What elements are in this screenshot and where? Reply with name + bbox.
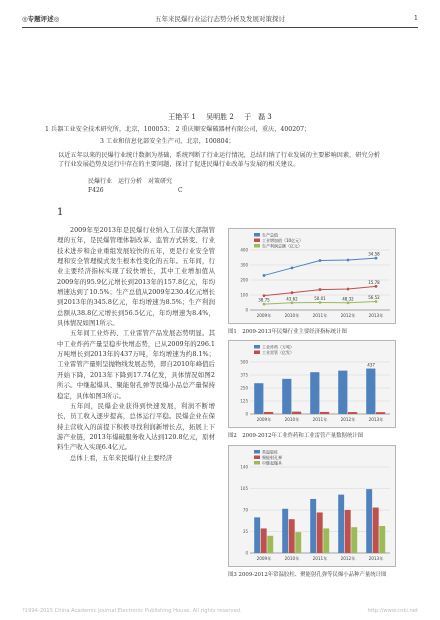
x-tick-label: 2010年	[284, 556, 300, 561]
legend-swatch	[254, 345, 260, 349]
y-tick-label: 200	[240, 277, 248, 283]
data-point	[291, 301, 294, 304]
affiliation-2: 3 工业和信息化部安全生产司，北京，100804；	[100, 138, 235, 145]
data-point	[263, 294, 266, 297]
legend-label: 生产总值	[262, 232, 278, 238]
page-footer	[22, 608, 418, 614]
x-tick-label: 2013年	[368, 313, 384, 318]
data-label: 34.58	[368, 251, 380, 257]
abstract: 以近五年以来的民爆行业统计数据为基础，系统判断了行业运行情况，总结归纳了行业发展的主要影响因素，研究分析了行业发展趋势及运行中存在的主要问题，探讨了促进民爆行业改革与发展的相关建议。	[58, 152, 380, 168]
bar	[348, 412, 357, 414]
page-header	[22, 14, 418, 26]
authors	[0, 112, 440, 122]
bar	[289, 519, 295, 553]
bar	[310, 372, 319, 414]
bar	[366, 489, 372, 553]
keywords: 民爆行业 运行分析 对策研究	[88, 178, 173, 185]
figure-1-line-chart	[228, 228, 396, 324]
chart-frame	[229, 229, 396, 324]
body-column	[57, 225, 215, 463]
legend-label: 聚能射孔弹	[262, 454, 282, 460]
x-tick-label: 2009年	[256, 313, 272, 318]
author-2: 吴明胜 2	[206, 113, 234, 121]
y-tick-label: 500	[240, 359, 248, 365]
legend-label: 工业雷管（亿发）	[262, 349, 294, 355]
data-point	[291, 267, 294, 270]
bar	[295, 532, 301, 553]
y-tick-label: 300	[240, 262, 248, 268]
bar	[351, 527, 357, 553]
bar	[254, 383, 263, 414]
y-tick-label: 100	[240, 292, 248, 298]
x-tick-label: 2013年	[368, 556, 384, 561]
y-tick-label: 250	[240, 385, 248, 391]
data-point	[263, 274, 266, 277]
bar	[373, 508, 379, 553]
author-3: 于 磊 3	[244, 113, 272, 121]
data-label: 56.52	[368, 295, 380, 301]
legend-label: 中继起爆具	[262, 460, 282, 466]
bar	[320, 412, 329, 414]
x-tick-label: 2009年	[256, 556, 272, 561]
data-label: 48.32	[342, 296, 354, 302]
legend-swatch	[254, 244, 260, 248]
x-tick-label: 2012年	[340, 417, 356, 422]
bar	[345, 510, 351, 553]
x-tick-label: 2013年	[368, 417, 384, 422]
section-tag: ◎专题评述◎	[22, 15, 60, 23]
figure-2-caption: 图2 2009-2012年工业炸药和工业雷管产量数据统计图	[228, 433, 364, 439]
section-number: 1	[57, 207, 64, 218]
paragraph-2: 五年间工业炸药、工业雷管产品发展态势明显。其中工业炸药产量呈稳步快增态势，已从2009年的296.1万吨增长到2013年的437万吨，年均增速为约8.1%；工业雷管产量则呈抛物线发展态势，即自2010年峰值后开始下降，2013年下降到17.74亿发，具体情况如图2所示。中继起爆具、聚能射孔弹等民爆小品总产量保持稳定，具体如图3所示。	[57, 329, 215, 400]
legend-label: 常温胶柱	[262, 449, 278, 455]
paragraph-4: 总体上看，五年来民爆行业主要经济	[70, 453, 173, 462]
legend-swatch	[254, 351, 260, 355]
legend-label: 工业增加值（10亿元）	[262, 237, 304, 243]
bar	[264, 412, 273, 414]
data-point	[347, 288, 350, 291]
data-point	[347, 301, 350, 304]
page-number: 1	[413, 14, 418, 22]
figure-2	[228, 340, 396, 439]
data-point	[291, 291, 294, 294]
y-tick-label: 0	[245, 550, 248, 556]
legend-swatch	[254, 239, 260, 243]
bar	[379, 526, 385, 553]
y-tick-label: 0	[245, 411, 248, 417]
figure-3-bar-chart	[228, 445, 396, 567]
copyright-notice: ?1994-2015 China Academic Journal Electronic Publishing House. All rights reserved.	[22, 608, 242, 614]
y-tick-label: 140	[240, 464, 248, 470]
y-tick-label: 35	[242, 529, 248, 534]
figure-1-caption: 图1 2009-2013年民爆行业主要经济指标统计图	[228, 329, 347, 335]
data-label: 15.78	[368, 279, 380, 285]
x-tick-label: 2012年	[340, 313, 356, 318]
data-point	[347, 259, 350, 262]
running-title: 五年来民爆行业运行态势分析及发展对策探讨	[155, 15, 285, 23]
classification-code: F426	[88, 187, 104, 194]
bar	[261, 528, 267, 553]
data-label: 50.01	[314, 296, 326, 301]
bar	[282, 379, 291, 414]
bar	[292, 412, 301, 414]
x-tick-label: 2009年	[256, 417, 272, 422]
y-tick-label: 0	[245, 307, 248, 313]
figure-1	[228, 228, 396, 335]
data-point	[263, 303, 266, 306]
figure-3-caption: 图3 2009-2012年常温胶柱、聚能射孔弹等民爆小品种产量统计图	[228, 572, 387, 578]
bar	[338, 495, 344, 553]
bar	[338, 371, 347, 414]
y-tick-label: 105	[240, 486, 248, 491]
legend-swatch	[254, 233, 260, 237]
y-tick-label: 375	[240, 372, 248, 378]
x-tick-label: 2011年	[312, 556, 328, 561]
legend-swatch	[254, 456, 260, 460]
data-label: 437	[367, 362, 375, 368]
x-tick-label: 2010年	[284, 417, 300, 422]
data-point	[319, 288, 322, 291]
legend-swatch	[254, 450, 260, 454]
figure-3	[228, 445, 396, 578]
data-label: 43.62	[286, 296, 298, 302]
header-rule	[22, 27, 418, 28]
legend-label: 生产利润总额（亿元）	[262, 243, 302, 249]
data-point	[375, 285, 378, 288]
y-tick-label: 125	[240, 398, 248, 404]
bar	[376, 412, 385, 414]
bar	[282, 509, 288, 553]
affiliation-1: 1 兵器工业安全技术研究所，北京，100053； 2 重庆顺安爆破器材有限公司，重庆，400207；	[45, 126, 311, 133]
data-point	[319, 301, 322, 304]
legend-label: 工业炸药（万吨）	[262, 344, 294, 350]
legend-swatch	[254, 461, 260, 465]
x-tick-label: 2012年	[340, 556, 356, 561]
bar	[366, 369, 375, 414]
bar	[323, 528, 329, 553]
data-point	[375, 300, 378, 303]
author-1: 王艳平 1	[168, 113, 196, 121]
y-tick-label: 400	[240, 247, 248, 253]
paragraph-1: 2009年至2013年是民爆行业纳入工信部大部制管理的五年，是民爆管理体制改革、监管方式转变、行业技术进步和企业重组发展较快的五年，更是行业安全管理和安全管理模式发生根本性变化的五年。五年间，行业主要经济指标实现了较快增长，其中工业增加值从2009年的95.9亿元增长到2013年的157.8亿元，年均增速达到了10.5%；生产总值从2009年230.4亿元增长到2013年的345.8亿元，年均增速为8.5%；生产利润总额从38.8亿元增长到56.5亿元，年均增速为8.4%，具体情况如图1所示。	[57, 226, 215, 328]
bar	[254, 517, 260, 553]
document-code: C	[178, 187, 183, 194]
bar	[317, 512, 323, 553]
figure-2-bar-chart	[228, 340, 396, 428]
data-point	[319, 259, 322, 262]
x-tick-label: 2011年	[312, 313, 328, 318]
bar	[267, 536, 273, 553]
data-point	[375, 257, 378, 260]
footer-url: http://www.cnki.net	[367, 608, 418, 614]
x-tick-label: 2011年	[312, 417, 328, 422]
bar	[310, 499, 316, 553]
y-tick-label: 70	[242, 507, 248, 513]
data-label: 38.75	[258, 297, 270, 303]
paragraph-3: 五年间，民爆企业获得到快速发展，利润不断增长，员工收入逐步提高，总体运行平稳。民爆企业在保持主营收入的前提下积极寻找利润新增长点，拓展上下游产业链，2013年爆破服务收入达到120.8亿元，原材料生产收入实现6.4亿元。	[57, 401, 215, 452]
x-tick-label: 2010年	[284, 313, 300, 318]
